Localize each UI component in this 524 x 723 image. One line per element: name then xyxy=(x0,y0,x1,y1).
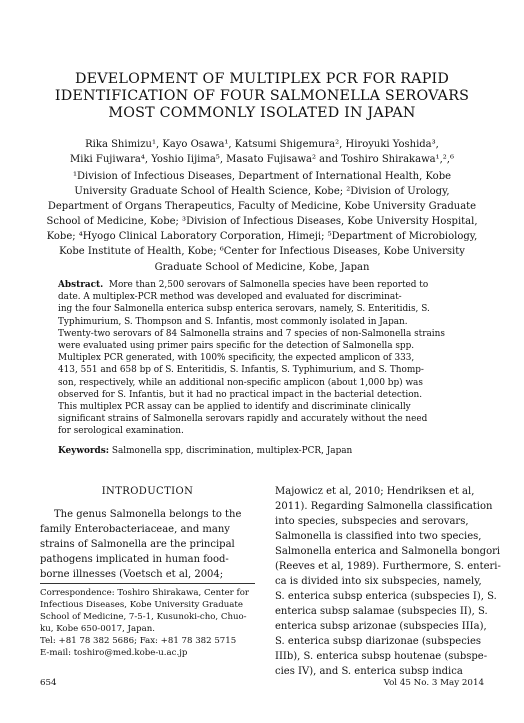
intro-left-column xyxy=(40,507,255,582)
abstract-line: Typhimurium, S. Thompson and S. Infantis, most commonly isolated in Japan. xyxy=(58,316,408,327)
body-line: Salmonella is classified into two species, xyxy=(275,531,482,542)
title-line: DEVELOPMENT OF MULTIPLEX PCR FOR RAPID xyxy=(74,71,450,87)
article-title xyxy=(40,71,484,122)
intro-right-column xyxy=(275,484,501,679)
correspondence-line: ku, Kobe 650-0017, Japan. xyxy=(40,624,155,635)
affiliation-line: Kobe; ⁴Hyogo Clinical Laboratory Corporation, Himeji; ⁵Department of Microbiology, xyxy=(46,231,478,243)
correspondence-line: Correspondence: Toshiro Shirakawa, Center for xyxy=(40,588,249,598)
abstract-line: ing the four Salmonella enterica subsp enterica serovars, namely, S. Enteritidis, S. xyxy=(58,304,430,315)
affiliation-line: Graduate School of Medicine, Kobe, Japan xyxy=(154,261,370,273)
body-line: The genus Salmonella belongs to the xyxy=(54,509,242,520)
body-line: Salmonella enterica and Salmonella bongori xyxy=(275,546,501,557)
page-number: 654 xyxy=(40,678,57,688)
affiliation-line: ¹Division of Infectious Diseases, Department of International Health, Kobe xyxy=(72,171,452,182)
affiliations xyxy=(44,169,480,275)
abstract-text: More than 2,500 serovars of Salmonella species have been reported to xyxy=(108,280,429,290)
affiliation-line: School of Medicine, Kobe; ³Division of Infectious Diseases, Kobe University Hospital, xyxy=(46,216,478,228)
correspondence-line: Tel: +81 78 382 5686; Fax: +81 78 382 5715 xyxy=(40,636,237,647)
body-line: S. enterica subsp enterica (subspecies I), S. xyxy=(275,591,497,602)
title-line: MOST COMMONLY ISOLATED IN JAPAN xyxy=(108,105,416,121)
abstract-line: significant strains of Salmonella serovars rapidly and accurately without the need xyxy=(58,414,428,425)
body-line: 2011). Regarding Salmonella classification xyxy=(275,501,493,512)
section-heading: INTRODUCTION xyxy=(101,486,194,497)
author-list xyxy=(40,137,484,167)
body-line: enterica subsp arizonae (subspecies IIIa), xyxy=(275,621,487,632)
body-line: family Enterobacteriaceae, and many xyxy=(40,524,230,535)
body-line: enterica subsp salamae (subspecies II), S. xyxy=(275,606,488,617)
correspondence-line: School of Medicine, 7-5-1, Kusunoki-cho, Chuo- xyxy=(40,612,247,623)
abstract-line: This multiplex PCR assay can be applied to identify and discriminate clinically xyxy=(58,402,411,413)
body-line: strains of Salmonella are the principal xyxy=(40,539,235,550)
abstract xyxy=(58,279,474,438)
correspondence-note xyxy=(40,587,255,660)
correspondence-line: E-mail: toshiro@med.kobe-u.ac.jp xyxy=(40,648,188,659)
title-line: IDENTIFICATION OF FOUR SALMONELLA SEROVARS xyxy=(54,88,470,104)
footnote-divider xyxy=(40,583,255,584)
body-line: (Reeves et al, 1989). Furthermore, S. enteri- xyxy=(275,561,501,572)
body-line: IIIb), S. enterica subsp houtenae (subspe- xyxy=(275,651,488,662)
body-line: into species, subspecies and serovars, xyxy=(275,516,469,527)
author-line: Miki Fujiwara⁴, Yoshio Iijima⁵, Masato Fujisawa² and Toshiro Shirakawa¹,²,⁶ xyxy=(70,154,454,165)
body-line: S. enterica subsp diarizonae (subspecies xyxy=(275,636,482,647)
body-line: cies IV), and S. enterica subsp indica xyxy=(275,666,463,677)
correspondence-line: Infectious Diseases, Kobe University Graduate xyxy=(40,600,243,611)
journal-issue: Vol 45 No. 3 May 2014 xyxy=(383,678,484,688)
affiliation-line: University Graduate School of Health Science, Kobe; ²Division of Urology, xyxy=(74,186,450,198)
body-line: Majowicz et al, 2010; Hendriksen et al, xyxy=(275,486,475,497)
abstract-line xyxy=(58,279,474,291)
keywords xyxy=(58,445,474,457)
abstract-line: son, respectively, while an additional non-specific amplicon (about 1,000 bp) was xyxy=(58,377,423,388)
abstract-line: Multiplex PCR generated, with 100% specificity, the expected amplicon of 333, xyxy=(58,353,415,364)
abstract-line: Twenty-two serovars of 84 Salmonella strains and 7 species of non-Salmonella strains xyxy=(58,328,445,339)
keywords-text: Salmonella spp, discrimination, multiplex-PCR, Japan xyxy=(111,446,353,456)
abstract-line: date. A multiplex-PCR method was developed and evaluated for discriminat- xyxy=(58,292,402,303)
affiliation-line: Department of Organs Therapeutics, Faculty of Medicine, Kobe University Graduate xyxy=(47,201,477,213)
body-line: borne illnesses (Voetsch et al, 2004; xyxy=(40,569,224,580)
keywords-label: Keywords: xyxy=(58,446,110,456)
abstract-line: 413, 551 and 658 bp of S. Enteritidis, S. Infantis, S. Typhimurium, and S. Thomp- xyxy=(58,365,424,376)
abstract-label: Abstract. xyxy=(58,280,104,290)
affiliation-line: Kobe Institute of Health, Kobe; ⁶Center for Infectious Diseases, Kobe University xyxy=(59,246,465,258)
abstract-line: for serological examination. xyxy=(58,426,184,437)
author-line: Rika Shimizu¹, Kayo Osawa¹, Katsumi Shigemura², Hiroyuki Yoshida³, xyxy=(85,139,439,150)
body-line: pathogens implicated in human food- xyxy=(40,554,229,565)
abstract-line: observed for S. Infantis, but it had no practical impact in the bacterial detection. xyxy=(58,389,423,400)
abstract-line: were evaluated using primer pairs specific for the detection of Salmonella spp. xyxy=(58,341,415,352)
body-line: ca is divided into six subspecies, namely, xyxy=(275,576,482,587)
